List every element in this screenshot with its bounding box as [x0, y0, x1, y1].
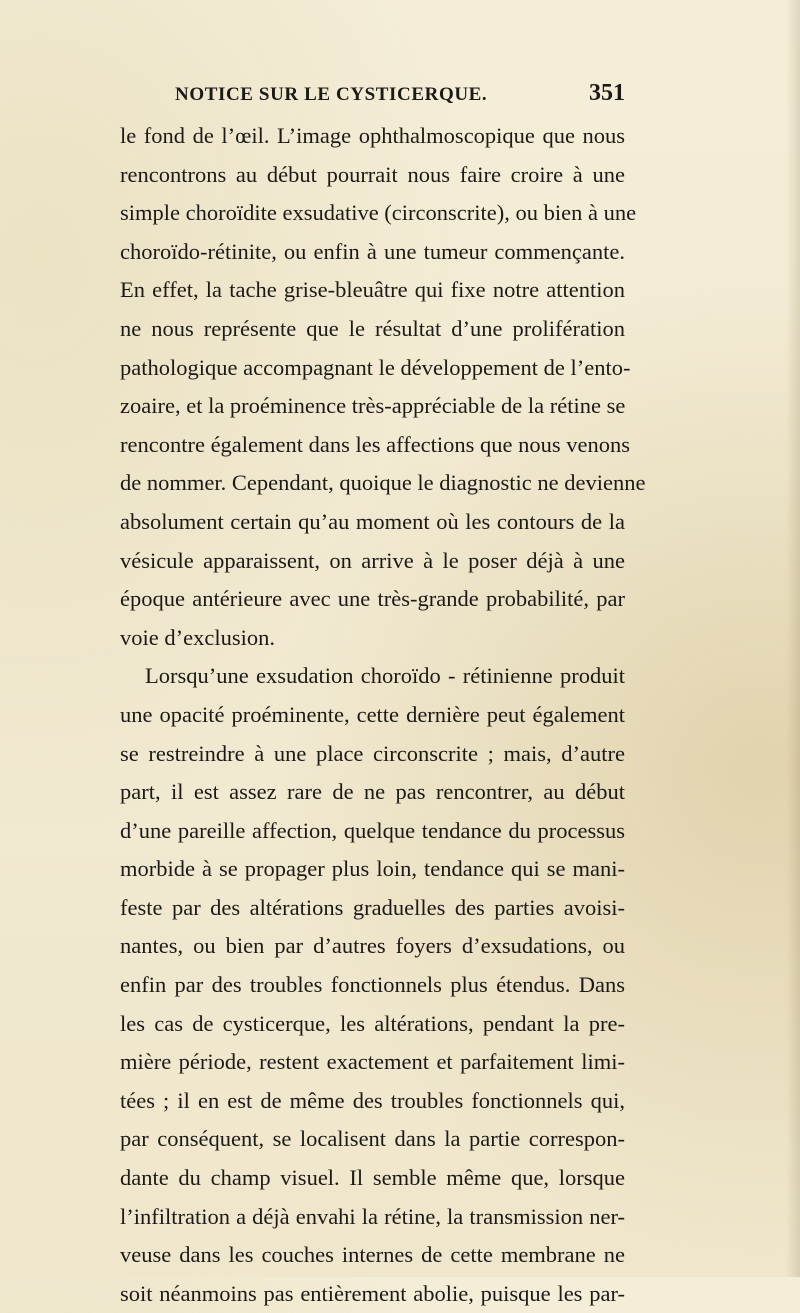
text-line: feste par des altérations graduelles des parties avoisi-: [120, 894, 625, 920]
text-line: d’une pareille affection, quelque tendance du processus: [120, 817, 625, 843]
text-line: morbide à se propager plus loin, tendance qui se mani-: [120, 856, 625, 882]
running-title: NOTICE SUR LE CYSTICERQUE.: [175, 84, 488, 105]
text-line: rencontre également dans les affections que nous venons: [120, 431, 631, 457]
text-line: En effet, la tache grise-bleuâtre qui fixe notre attention: [120, 277, 625, 303]
running-head: [120, 80, 625, 114]
text-line: pathologique accompagnant le développement de l’ento-: [120, 354, 631, 380]
text-line: de nommer. Cependant, quoique le diagnostic ne devienne: [120, 470, 646, 496]
text-line: mière période, restent exactement et parfaitement limi-: [120, 1049, 625, 1075]
text-line: vésicule apparaissent, on arrive à le poser déjà à une: [120, 547, 625, 573]
text-line: se restreindre à une place circonscrite ; mais, d’autre: [120, 740, 625, 766]
text-line: absolument certain qu’au moment où les contours de la: [120, 508, 625, 534]
text-line: rencontrons au début pourrait nous faire croire à une: [120, 161, 625, 187]
text-line: part, il est assez rare de ne pas rencontrer, au début: [120, 779, 625, 805]
text-line: le fond de l’œil. L’image ophthalmoscopique que nous: [120, 123, 625, 148]
text-line: l’infiltration a déjà envahi la rétine, la transmission ner-: [120, 1203, 625, 1229]
text-line: par conséquent, se localisent dans la partie correspon-: [120, 1126, 625, 1152]
paragraph-end-line: voie d’exclusion.: [120, 624, 275, 650]
text-line: simple choroïdite exsudative (circonscrite), ou bien à une: [120, 200, 637, 226]
text-line: soit néanmoins pas entièrement abolie, puisque les par-: [120, 1280, 625, 1306]
paragraph-start-line: Lorsqu’une exsudation choroïdo - rétinienne produit: [145, 663, 625, 689]
text-line: une opacité proéminente, cette dernière peut également: [120, 701, 625, 727]
text-line: ne nous représente que le résultat d’une prolifération: [120, 315, 625, 341]
text-line: enfin par des troubles fonctionnels plus étendus. Dans: [120, 972, 625, 998]
text-line: nantes, ou bien par d’autres foyers d’exsudations, ou: [120, 933, 625, 959]
text-line: zoaire, et la proéminence très-appréciable de la rétine se: [120, 393, 626, 419]
page-edge-shadow: [786, 0, 800, 1277]
page-number: 351: [589, 80, 625, 106]
text-line: choroïdo-rétinite, ou enfin à une tumeur commençante.: [120, 238, 625, 264]
body-text: [120, 117, 646, 1313]
text-line: dante du champ visuel. Il semble même que, lorsque: [120, 1165, 625, 1191]
text-line: tées ; il en est de même des troubles fonctionnels qui,: [120, 1087, 625, 1113]
text-line: les cas de cysticerque, les altérations, pendant la pre-: [120, 1010, 625, 1036]
text-line: époque antérieure avec une très-grande probabilité, par: [120, 586, 625, 612]
text-line: veuse dans les couches internes de cette membrane ne: [120, 1242, 625, 1268]
